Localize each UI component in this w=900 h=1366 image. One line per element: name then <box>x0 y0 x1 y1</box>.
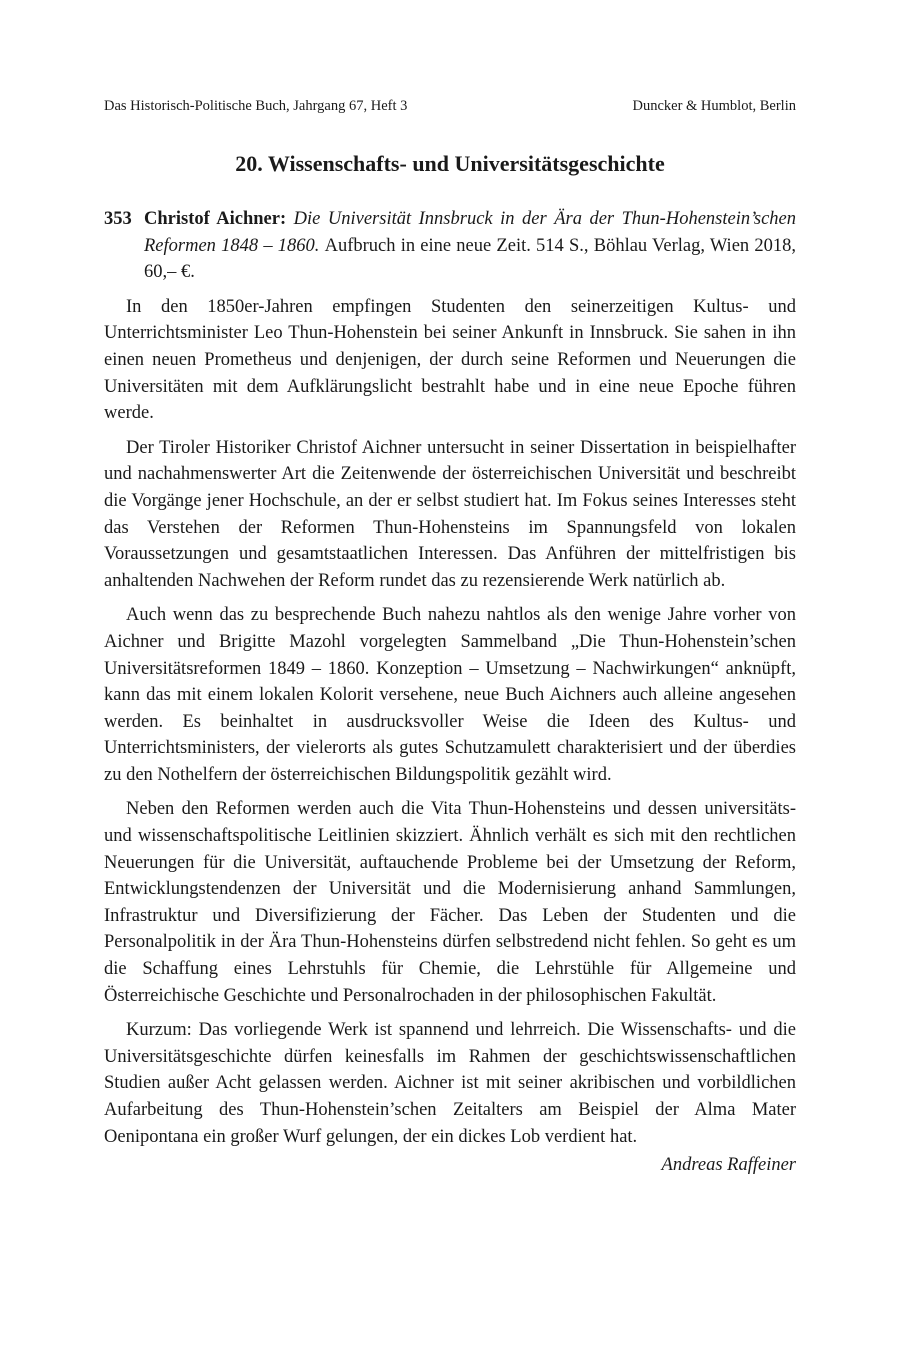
paragraph: Auch wenn das zu besprechende Buch nahezu nahtlos als den wenige Jahre vorher von Aichner und Brigitte Mazohl vorgelegten Sammelband „Die Thun-Hohenstein’schen Universitätsreformen 1849 – 1860. Konzeption – Umsetzung – Nachwirkungen“ anknüpft, kann das mit einem lokalen Kolorit versehene, neue Buch Aichners auch alleine angesehen werden. Es beinhaltet in ausdrucksvoller Weise die Ideen des Kultus- und Unterrichtsministers, der vielerorts als gutes Schutzamulett charakterisiert und der überdies zu den Nothelfern der österreichischen Bildungspolitik gezählt wird. <box>104 605 796 785</box>
reviewer-signature: Andreas Raffeiner <box>661 1155 796 1176</box>
paragraph: Neben den Reformen werden auch die Vita Thun-Hohensteins und dessen universitäts- und wissenschaftspolitische Leitlinien skizziert. Ähnlich verhält es sich mit den rechtlichen Neuerungen für die Universität, auftauchende Probleme bei der Umsetzung der Reform, Entwicklungstendenzen der Universität und die Modernisierung anhand Sammlungen, Infrastruktur und Diversifizierung der Fächer. Das Leben der Studenten und die Personalpolitik in der Ära Thun-Hohensteins dürfen selbstredend nicht fehlen. So geht es um die Schaffung eines Lehrstuhls für Chemie, die Lehrstühle für Allgemeine und Österreichische Geschichte und Personalrochaden in der philosophischen Fakultät. <box>104 799 796 1006</box>
entry-details: Aufbruch in eine neue Zeit. 514 S., Böhlau Verlag, Wien 2018, 60,– €. <box>144 235 796 283</box>
section-title: 20. Wissenschafts- und Universitätsgeschichte <box>235 151 665 176</box>
journal-title: Das Historisch-Politische Buch, Jahrgang 67, Heft 3 <box>104 98 408 114</box>
paragraph: Kurzum: Das vorliegende Werk ist spannend und lehrreich. Die Wissenschafts- und die Universitätsgeschichte dürfen keinesfalls im Rahmen der geschichtswissenschaftlichen Studien außer Acht gelassen werden. Aichner ist mit seiner akribischen und vorbildlichen Aufarbeitung des Thun-Hohenstein’schen Zeitalters am Beispiel der Alma Mater Oenipontana ein großer Wurf gelungen, der ein dickes Lob verdient hat. <box>104 1020 796 1147</box>
review-body <box>104 294 796 1150</box>
running-header <box>104 96 796 116</box>
bibliographic-entry <box>104 206 796 286</box>
paragraph: Der Tiroler Historiker Christof Aichner untersucht in seiner Dissertation in beispielhafter und nachahmenswerter Art die Zeitenwende der österreichischen Universität und beschreibt die Vorgänge jener Hochschule, an der er selbst studiert hat. Im Fokus seines Interesses steht das Verstehen der Reformen Thun-Hohensteins im Spannungsfeld von lokalen Voraussetzungen und gesamtstaatlichen Interessen. Das Anführen der mittelfristigen bis anhaltenden Nachwehen der Reform rundet das zu rezensierende Werk natürlich ab. <box>104 437 796 591</box>
entry-book-title: Die Universität Innsbruck in der Ära der Thun-Hohenstein’schen Reformen 1848 – 1860. <box>144 209 796 256</box>
publisher-name: Duncker & Humblot, Berlin <box>632 98 796 114</box>
paragraph: In den 1850er-Jahren empfingen Studenten den seinerzeitigen Kultus- und Unterrichtsminister Leo Thun-Hohenstein bei seiner Ankunft in Innsbruck. Sie sahen in ihn einen neuen Prometheus und denjenigen, der durch seine Reformen und Neuerungen die Universitäten mit dem Aufklärungslicht bestrahlt habe und in eine neue Epoche führen werde. <box>104 296 796 424</box>
entry-number: 353 <box>104 209 132 229</box>
entry-author: Christof Aichner: <box>144 209 294 229</box>
document-page <box>104 96 796 1179</box>
